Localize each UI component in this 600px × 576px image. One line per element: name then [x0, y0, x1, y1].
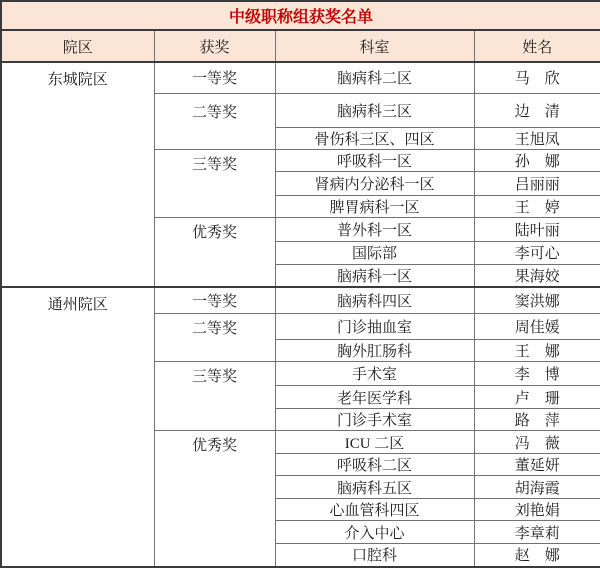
award-cell: 三等奖 — [154, 149, 275, 217]
name-cell: 王 娜 — [474, 340, 600, 362]
name-cell: 孙 娜 — [474, 149, 600, 171]
dept-cell: 呼吸科二区 — [275, 454, 474, 476]
dept-cell: 脑病科五区 — [275, 476, 474, 499]
award-cell: 一等奖 — [154, 62, 275, 93]
dept-cell: 心血管科四区 — [275, 499, 474, 521]
column-header-award: 获奖 — [154, 30, 275, 62]
name-cell: 陆叶丽 — [474, 217, 600, 241]
name-cell: 董延妍 — [474, 454, 600, 476]
name-cell: 吕丽丽 — [474, 171, 600, 195]
page-title: 中级职称组获奖名单 — [1, 1, 600, 30]
name-cell: 赵 娜 — [474, 544, 600, 567]
name-cell: 刘艳娟 — [474, 499, 600, 521]
name-cell: 胡海霞 — [474, 476, 600, 499]
award-cell: 一等奖 — [154, 287, 275, 314]
dept-cell: 脾胃病科一区 — [275, 195, 474, 217]
dept-cell: 介入中心 — [275, 521, 474, 544]
name-cell: 窦洪娜 — [474, 287, 600, 314]
name-cell: 李 博 — [474, 362, 600, 386]
name-cell: 果海姣 — [474, 264, 600, 287]
dept-cell: 手术室 — [275, 362, 474, 386]
dept-cell: 脑病科一区 — [275, 264, 474, 287]
dept-cell: 骨伤科三区、四区 — [275, 127, 474, 149]
name-cell: 周佳媛 — [474, 314, 600, 340]
dept-cell: 脑病科三区 — [275, 93, 474, 127]
award-cell: 二等奖 — [154, 93, 275, 149]
table-header-row — [1, 30, 600, 62]
name-cell: 冯 薇 — [474, 431, 600, 454]
award-cell: 二等奖 — [154, 314, 275, 362]
name-cell: 李章莉 — [474, 521, 600, 544]
column-header-name: 姓名 — [474, 30, 600, 62]
table-row — [1, 1, 600, 30]
dept-cell: 普外科一区 — [275, 217, 474, 241]
dept-cell: 胸外肛肠科 — [275, 340, 474, 362]
dept-cell: 门诊手术室 — [275, 409, 474, 431]
dept-cell: 肾病内分泌科一区 — [275, 171, 474, 195]
name-cell: 马 欣 — [474, 62, 600, 93]
award-cell: 三等奖 — [154, 362, 275, 431]
table-row — [1, 287, 600, 314]
award-cell: 优秀奖 — [154, 431, 275, 567]
campus-cell: 东城院区 — [1, 62, 154, 287]
dept-cell: 脑病科二区 — [275, 62, 474, 93]
name-cell: 路 萍 — [474, 409, 600, 431]
name-cell: 王旭凤 — [474, 127, 600, 149]
dept-cell: 门诊抽血室 — [275, 314, 474, 340]
name-cell: 王 婷 — [474, 195, 600, 217]
table-row — [1, 62, 600, 93]
dept-cell: 脑病科四区 — [275, 287, 474, 314]
name-cell: 李可心 — [474, 241, 600, 264]
campus-cell: 通州院区 — [1, 287, 154, 567]
dept-cell: ICU 二区 — [275, 431, 474, 454]
name-cell: 卢 珊 — [474, 386, 600, 409]
award-cell: 优秀奖 — [154, 217, 275, 287]
dept-cell: 口腔科 — [275, 544, 474, 567]
dept-cell: 呼吸科一区 — [275, 149, 474, 171]
column-header-campus: 院区 — [1, 30, 154, 62]
dept-cell: 老年医学科 — [275, 386, 474, 409]
dept-cell: 国际部 — [275, 241, 474, 264]
column-header-dept: 科室 — [275, 30, 474, 62]
name-cell: 边 清 — [474, 93, 600, 127]
